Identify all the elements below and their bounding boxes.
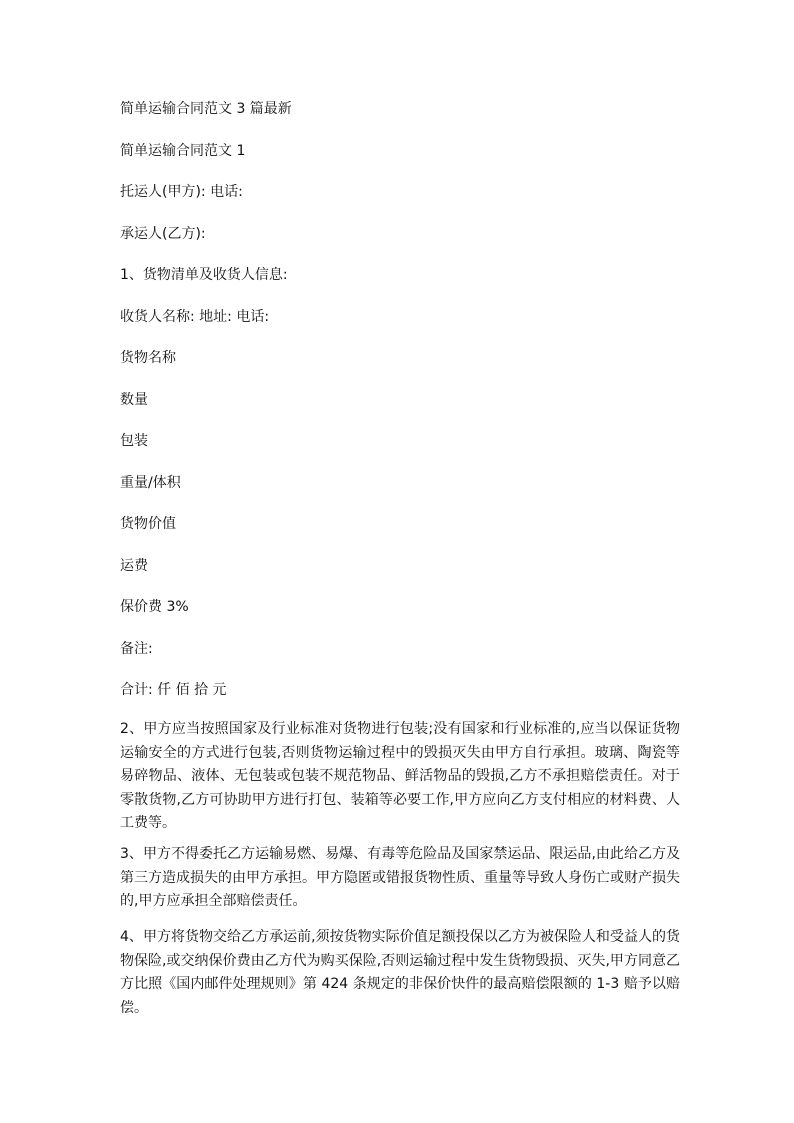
quantity-label: 数量 — [120, 392, 148, 408]
shipper-line: 托运人(甲方): 电话: — [120, 184, 243, 200]
total-line: 合计: 仟 佰 拾 元 — [120, 682, 227, 698]
contract-heading: 简单运输合同范文 1 — [120, 143, 246, 159]
insurance-fee-label: 保价费 3% — [120, 599, 189, 615]
clause-3-paragraph: 3、甲方不得委托乙方运输易燃、易爆、有毒等危险品及国家禁运品、限运品,由此给乙方及第三方造成损失的由甲方承担。甲方隐匿或错报货物性质、重量等导致人身伤亡或财产损失的,甲方应承担全部赔偿责任。 — [120, 846, 680, 909]
consignee-line: 收货人名称: 地址: 电话: — [120, 309, 270, 325]
goods-value-label: 货物价值 — [120, 516, 176, 532]
freight-label: 运费 — [120, 558, 148, 574]
goods-name-label: 货物名称 — [120, 350, 176, 366]
clause-4-paragraph: 4、甲方将货物交给乙方承运前,须按货物实际价值足额投保以乙方为被保险人和受益人的货物保险,或交纳保价费由乙方代为购买保险,否则运输过程中发生货物毁损、灭失,甲方同意乙方比照《国内邮件处理规则》第 424 条规定的非保价快件的最高赔偿限额的 1-3 赔予以赔偿。 — [120, 929, 680, 1016]
clause-2-paragraph: 2、甲方应当按照国家及行业标准对货物进行包装;没有国家和行业标准的,应当以保证货物运输安全的方式进行包装,否则货物运输过程中的毁损灭失由甲方自行承担。玻璃、陶瓷等易碎物品、液体、无包装或包装不规范物品、鲜活物品的毁损,乙方不承担赔偿责任。对于零散货物,乙方可协助甲方进行打包、装箱等必要工作,甲方应向乙方支付相应的材料费、人工费等。 — [120, 721, 680, 831]
packaging-label: 包装 — [120, 433, 148, 449]
section-1-heading: 1、货物清单及收货人信息: — [120, 267, 288, 283]
document-title: 简单运输合同范文 3 篇最新 — [120, 101, 292, 117]
carrier-line: 承运人(乙方): — [120, 226, 206, 242]
remarks-label: 备注: — [120, 641, 153, 657]
weight-volume-label: 重量/体积 — [120, 475, 181, 491]
